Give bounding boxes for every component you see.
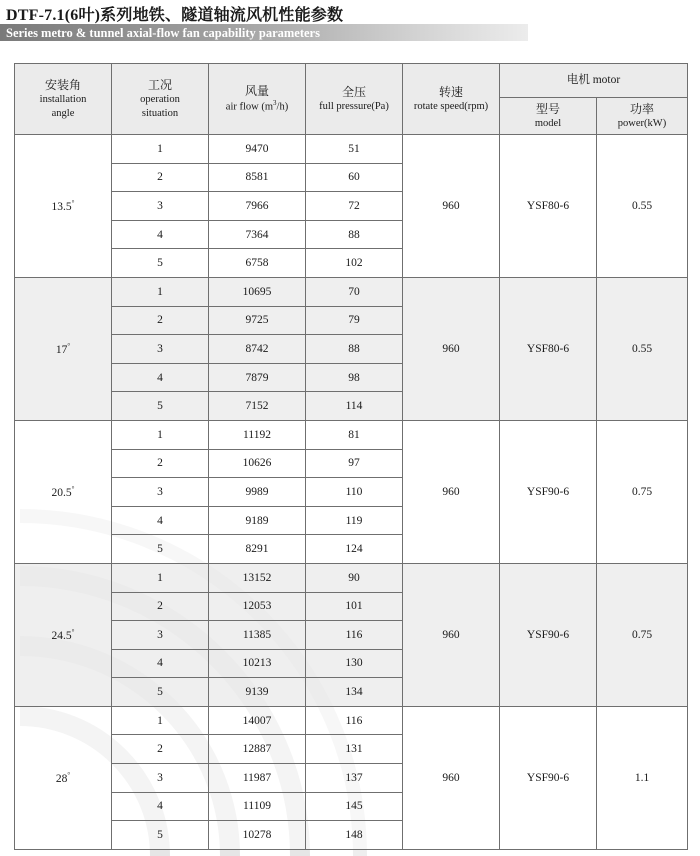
air-flow-cell: 9470 [209,135,306,164]
full-pressure-cell: 114 [306,392,403,421]
installation-angle-cell: 20.5° [15,420,112,563]
operation-cell: 2 [112,163,209,192]
air-flow-cell: 11192 [209,420,306,449]
rotate-speed-cell: 960 [403,420,500,563]
full-pressure-cell: 148 [306,821,403,850]
air-flow-cell: 12887 [209,735,306,764]
air-flow-cell: 14007 [209,706,306,735]
air-flow-cell: 7152 [209,392,306,421]
full-pressure-cell: 102 [306,249,403,278]
operation-cell: 5 [112,821,209,850]
operation-cell: 5 [112,535,209,564]
full-pressure-cell: 119 [306,506,403,535]
operation-cell: 3 [112,621,209,650]
table-body [15,135,688,850]
full-pressure-cell: 90 [306,563,403,592]
rotate-speed-cell: 960 [403,135,500,278]
motor-power-cell: 0.55 [597,277,688,420]
air-flow-cell: 7364 [209,220,306,249]
operation-cell: 3 [112,192,209,221]
installation-angle-cell: 13.5° [15,135,112,278]
full-pressure-cell: 72 [306,192,403,221]
air-flow-cell: 9189 [209,506,306,535]
operation-cell: 3 [112,478,209,507]
air-flow-cell: 11987 [209,764,306,793]
full-pressure-cell: 97 [306,449,403,478]
air-flow-cell: 10626 [209,449,306,478]
operation-cell: 1 [112,706,209,735]
operation-cell: 5 [112,678,209,707]
operation-cell: 5 [112,249,209,278]
table-row [15,563,688,592]
table-row [15,135,688,164]
full-pressure-cell: 70 [306,277,403,306]
operation-cell: 2 [112,592,209,621]
rotate-speed-cell: 960 [403,563,500,706]
air-flow-cell: 8581 [209,163,306,192]
motor-model-cell: YSF80-6 [500,277,597,420]
rotate-speed-cell: 960 [403,277,500,420]
air-flow-cell: 9989 [209,478,306,507]
operation-cell: 4 [112,220,209,249]
installation-angle-cell: 24.5° [15,563,112,706]
operation-cell: 2 [112,735,209,764]
operation-cell: 4 [112,649,209,678]
motor-model-cell: YSF90-6 [500,706,597,849]
full-pressure-cell: 124 [306,535,403,564]
air-flow-cell: 12053 [209,592,306,621]
full-pressure-cell: 116 [306,706,403,735]
full-pressure-cell: 101 [306,592,403,621]
full-pressure-cell: 110 [306,478,403,507]
operation-cell: 3 [112,335,209,364]
full-pressure-cell: 116 [306,621,403,650]
page-subtitle: Series metro & tunnel axial-flow fan capability parameters [6,26,320,40]
full-pressure-cell: 98 [306,363,403,392]
header-air-flow: 风量 air flow $(m^3/h)$ [209,64,306,135]
air-flow-cell: 10278 [209,821,306,850]
full-pressure-cell: 134 [306,678,403,707]
air-flow-cell: 11109 [209,792,306,821]
air-flow-cell: 10695 [209,277,306,306]
air-flow-cell: 8291 [209,535,306,564]
motor-power-cell: 0.75 [597,420,688,563]
header-rotate-speed: 转速 rotate speed(rpm) [403,64,500,135]
operation-cell: 5 [112,392,209,421]
air-flow-cell: 7966 [209,192,306,221]
motor-model-cell: YSF90-6 [500,420,597,563]
motor-power-cell: 0.75 [597,563,688,706]
header-motor: 电机 motor [500,64,688,98]
motor-power-cell: 0.55 [597,135,688,278]
air-flow-cell: 8742 [209,335,306,364]
air-flow-cell: 7879 [209,363,306,392]
header-installation-angle: 安装角 installation angle [15,64,112,135]
operation-cell: 2 [112,449,209,478]
table-row [15,277,688,306]
installation-angle-cell: 17° [15,277,112,420]
full-pressure-cell: 81 [306,420,403,449]
full-pressure-cell: 88 [306,335,403,364]
operation-cell: 4 [112,792,209,821]
operation-cell: 1 [112,420,209,449]
page-title: DTF-7.1(6叶)系列地铁、隧道轴流风机性能参数 [6,7,344,24]
full-pressure-cell: 60 [306,163,403,192]
operation-cell: 4 [112,363,209,392]
motor-model-cell: YSF80-6 [500,135,597,278]
air-flow-cell: 9139 [209,678,306,707]
header-full-pressure: 全压 full pressure(Pa) [306,64,403,135]
installation-angle-cell: 28° [15,706,112,849]
air-flow-cell: 10213 [209,649,306,678]
full-pressure-cell: 145 [306,792,403,821]
table-row [15,420,688,449]
full-pressure-cell: 79 [306,306,403,335]
air-flow-cell: 13152 [209,563,306,592]
header-model: 型号 model [500,98,597,135]
air-flow-cell: 11385 [209,621,306,650]
air-flow-cell: 9725 [209,306,306,335]
full-pressure-cell: 88 [306,220,403,249]
full-pressure-cell: 51 [306,135,403,164]
full-pressure-cell: 130 [306,649,403,678]
header-operation-situation: 工况 operation situation [112,64,209,135]
full-pressure-cell: 137 [306,764,403,793]
operation-cell: 1 [112,563,209,592]
motor-model-cell: YSF90-6 [500,563,597,706]
operation-cell: 1 [112,277,209,306]
operation-cell: 2 [112,306,209,335]
motor-power-cell: 1.1 [597,706,688,849]
operation-cell: 4 [112,506,209,535]
operation-cell: 3 [112,764,209,793]
rotate-speed-cell: 960 [403,706,500,849]
full-pressure-cell: 131 [306,735,403,764]
air-flow-cell: 6758 [209,249,306,278]
header-power: 功率 power(kW) [597,98,688,135]
operation-cell: 1 [112,135,209,164]
performance-parameters-table [14,63,688,850]
table-row [15,706,688,735]
